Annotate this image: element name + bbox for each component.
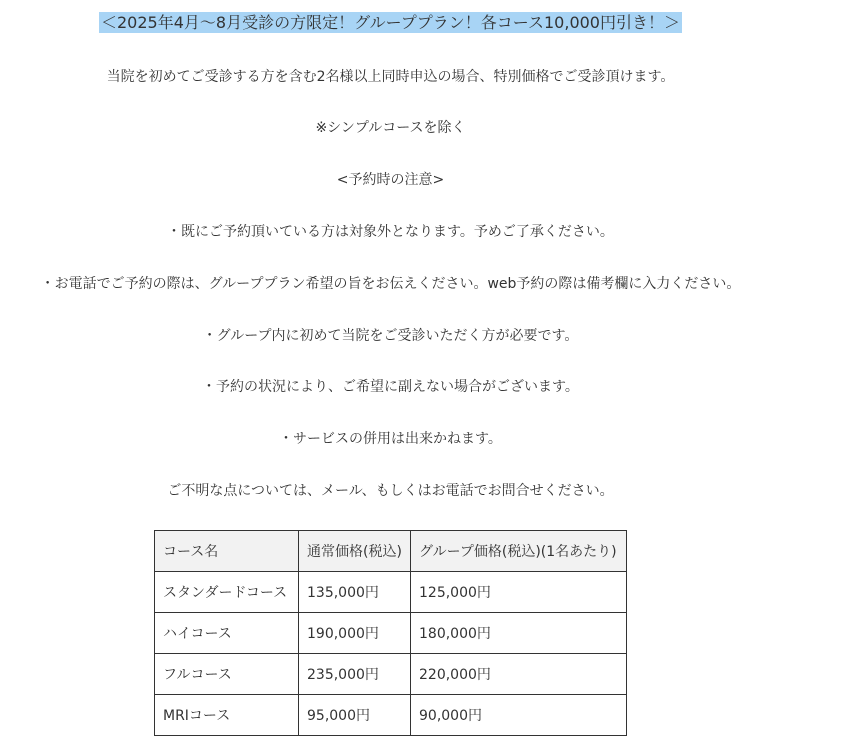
note-item: ・予約の状況により、ご希望に副えない場合がございます。	[202, 379, 579, 395]
header-group-price: グループ価格(税込)(1名あたり)	[411, 531, 627, 572]
group-price-cell: 180,000円	[411, 613, 627, 654]
intro-text: 当院を初めてご受診する方を含む2名様以上同時申込の場合、特別価格でご受診頂けます。	[106, 69, 675, 85]
note-item: ・既にご予約頂いている方は対象外となります。予めご了承ください。	[167, 224, 614, 240]
regular-price-cell: 135,000円	[299, 572, 411, 613]
price-table	[154, 530, 627, 736]
contact-text: ご不明な点については、メール、もしくはお電話でお問合せください。	[167, 483, 614, 499]
exclusion-note: ※シンプルコースを除く	[315, 120, 466, 136]
course-name-cell: ハイコース	[155, 613, 299, 654]
notes-heading: <予約時の注意>	[336, 172, 445, 188]
headline	[0, 12, 781, 34]
course-name-cell: MRIコース	[155, 695, 299, 736]
regular-price-cell: 190,000円	[299, 613, 411, 654]
table-header-row	[155, 531, 627, 572]
regular-price-cell: 235,000円	[299, 654, 411, 695]
course-name-cell: スタンダードコース	[155, 572, 299, 613]
table-row	[155, 695, 627, 736]
table-row	[155, 613, 627, 654]
note-item: ・お電話でご予約の際は、グループプラン希望の旨をお伝えください。web予約の際は備考欄に入力ください。	[40, 276, 741, 292]
course-name-cell: フルコース	[155, 654, 299, 695]
group-price-cell: 90,000円	[411, 695, 627, 736]
note-item: ・サービスの併用は出来かねます。	[279, 431, 502, 447]
table-row	[155, 654, 627, 695]
header-course-name: コース名	[155, 531, 299, 572]
regular-price-cell: 95,000円	[299, 695, 411, 736]
group-price-cell: 220,000円	[411, 654, 627, 695]
group-price-cell: 125,000円	[411, 572, 627, 613]
table-row	[155, 572, 627, 613]
note-item: ・グループ内に初めて当院をご受診いただく方が必要です。	[202, 328, 579, 344]
headline-highlight: ＜2025年4月～8月受診の方限定！グループプラン！各コース10,000円引き！＞	[101, 13, 680, 32]
header-regular-price: 通常価格(税込)	[299, 531, 411, 572]
